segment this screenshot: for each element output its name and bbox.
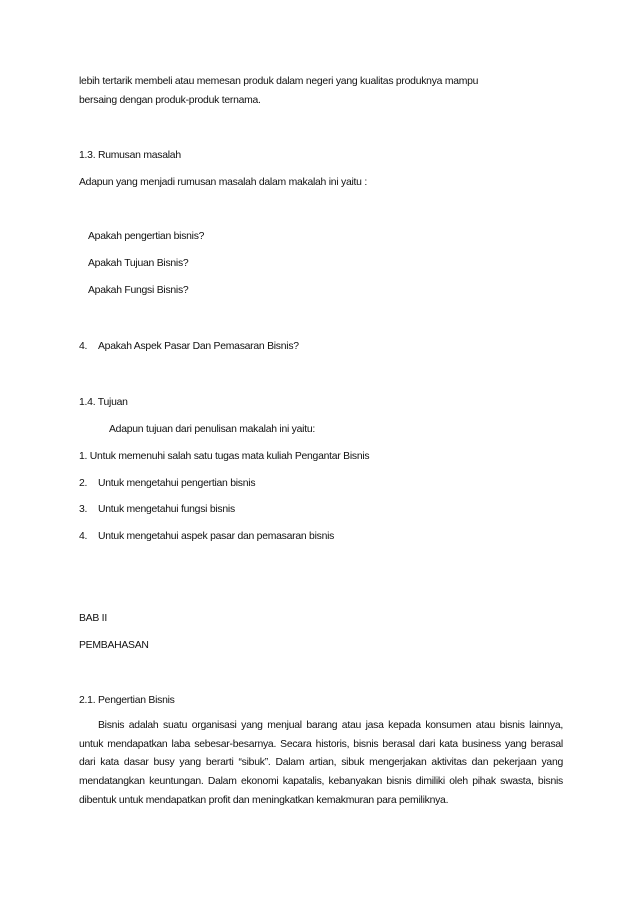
list-number: 2. bbox=[79, 478, 88, 489]
goal-item-1: 1. Untuk memenuhi salah satu tugas mata kuliah Pengantar Bisnis bbox=[79, 451, 370, 462]
question-item: Apakah Fungsi Bisnis? bbox=[88, 285, 189, 296]
intro-line-1: lebih tertarik membeli atau memesan produk dalam negeri yang kualitas produknya mampu bbox=[79, 76, 479, 87]
section-1-4-heading: 1.4. Tujuan bbox=[79, 397, 128, 408]
paragraph-text: Bisnis adalah suatu organisasi yang menjual barang atau jasa kepada konsumen atau bisnis lainnya, untuk mendapatkan laba sebesar-besarnya. Secara historis, bisnis berasal dari kata business yang berasal dari kata dasar busy yang berarti “sibuk”. Dalam artian, sibuk mengerjakan aktivitas dan pekerjaan yang mendatangkan keuntungan. Dalam ekonomi kapatalis, kebanyakan bisnis dimiliki oleh pihak swasta, bisnis dibentuk untuk mendapatkan profit dan meningkatkan kemakmuran para pemiliknya. bbox=[79, 720, 563, 806]
chapter-label: BAB II bbox=[79, 613, 107, 624]
goal-text: Untuk mengetahui aspek pasar dan pemasaran bisnis bbox=[98, 531, 335, 542]
question-text: Apakah Aspek Pasar Dan Pemasaran Bisnis? bbox=[98, 341, 299, 352]
section-1-3-heading: 1.3. Rumusan masalah bbox=[79, 150, 181, 161]
question-item: Apakah pengertian bisnis? bbox=[88, 231, 205, 242]
goal-item bbox=[79, 477, 255, 490]
list-number: 3. bbox=[79, 504, 88, 515]
intro-line-2: bersaing dengan produk-produk ternama. bbox=[79, 95, 261, 106]
chapter-title: PEMBAHASAN bbox=[79, 640, 149, 651]
question-item: Apakah Tujuan Bisnis? bbox=[88, 258, 189, 269]
goal-item bbox=[79, 530, 334, 543]
goal-item bbox=[79, 503, 235, 516]
goal-text: Untuk mengetahui fungsi bisnis bbox=[98, 504, 235, 515]
list-number: 4. bbox=[79, 531, 88, 542]
question-item-4 bbox=[79, 340, 299, 353]
section-1-4-lead: Adapun tujuan dari penulisan makalah ini yaitu: bbox=[109, 424, 316, 435]
goal-text: Untuk mengetahui pengertian bisnis bbox=[98, 478, 256, 489]
section-2-1-paragraph bbox=[79, 717, 563, 811]
list-number: 4. bbox=[79, 341, 88, 352]
section-2-1-heading bbox=[79, 694, 175, 707]
section-number: 2.1. bbox=[79, 695, 96, 706]
section-title: Pengertian Bisnis bbox=[98, 695, 175, 706]
section-1-3-lead: Adapun yang menjadi rumusan masalah dalam makalah ini yaitu : bbox=[79, 177, 367, 188]
